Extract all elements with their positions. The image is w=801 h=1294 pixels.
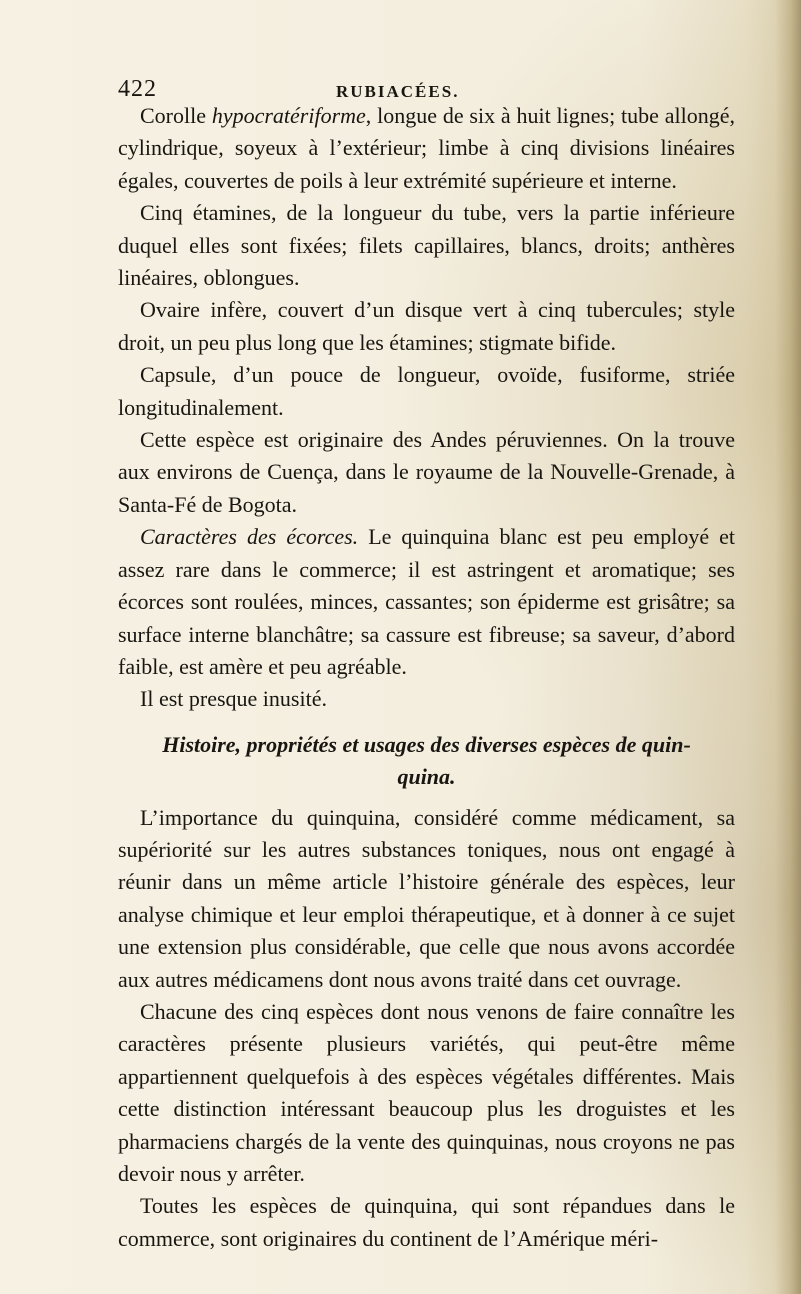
paragraph-corolle	[118, 100, 735, 197]
paragraph-chacune: Chacune des cinq espèces dont nous venons de faire connaître les caractères présente plusieurs variétés, qui peut-être même appartiennent quelquefois à des espèces végétales différentes. Mais cette distinction intéressant beaucoup plus les droguistes et les pharmaciens chargés de la vente des quinquinas, nous croyons ne pas devoir nous y arrêter.	[118, 998, 735, 1186]
paragraph-lead: Corolle	[140, 103, 212, 128]
paragraph-rest: Le quinquina blanc est peu employé et assez rare dans le commerce; il est astringent et aromatique; ses écorces sont roulées, minces, cassantes; son épiderme est grisâtre; sa surface interne blanchâtre; sa cassure est fibreuse; sa saveur, d’abord faible, est amère et peu agréable.	[118, 524, 736, 679]
running-head: RUBIACÉES.	[336, 82, 460, 101]
paragraph-toutes: Toutes les espèces de quinquina, qui sont répandues dans le commerce, sont originaires du continent de l’Amérique méri-	[118, 1193, 735, 1251]
paragraph-capsule: Capsule, d’un pouce de longueur, ovoïde, fusiforme, striée longitudinalement.	[118, 362, 735, 420]
paragraph-importance: L’importance du quinquina, considéré comme médicament, sa supériorité sur les autres substances toniques, nous ont engagé à réunir dans un même article l’histoire générale des espèces, leur analyse chimique et leur emploi thérapeutique, et à donner à ce sujet une extension plus considérable, que celle que nous avons accordée aux autres médicamens dont nous avons traité dans cet ouvrage.	[118, 804, 735, 992]
section-title-line-1: Histoire, propriétés et usages des diverses espèces de quin-	[162, 731, 691, 757]
paragraph-inusite: Il est presque inusité.	[140, 686, 327, 712]
italic-term: hypocratériforme	[211, 103, 366, 128]
page-edge-shadow	[775, 0, 801, 1294]
paragraph-etamines: Cinq étamines, de la longueur du tube, vers la partie inférieure duquel elles sont fixées; filets capillaires, blancs, droits; anthères linéaires, oblongues.	[118, 200, 735, 291]
paragraph-origine: Cette espèce est originaire des Andes péruviennes. On la trouve aux environs de Cuença, dans le royaume de la Nouvelle-Grenade, à Santa-Fé de Bogota.	[118, 427, 735, 517]
paragraph-rest: , longue de six à huit lignes; tube allongé, cylindrique, soyeux à l’extérieur; limbe à cinq divisions linéaires égales, couvertes de poils à leur extrémité supérieure et interne.	[118, 103, 735, 193]
section-title-line-2: quina.	[397, 764, 456, 790]
paragraph-caracteres	[118, 521, 735, 683]
paragraph-ovaire: Ovaire infère, couvert d’un disque vert à cinq tubercules; style droit, un peu plus long que les étamines; stigmate bifide.	[118, 297, 735, 355]
italic-heading: Caractères des écorces.	[140, 524, 359, 550]
body-text	[118, 100, 735, 1255]
section-title	[118, 729, 735, 794]
page-number: 422	[118, 76, 157, 102]
